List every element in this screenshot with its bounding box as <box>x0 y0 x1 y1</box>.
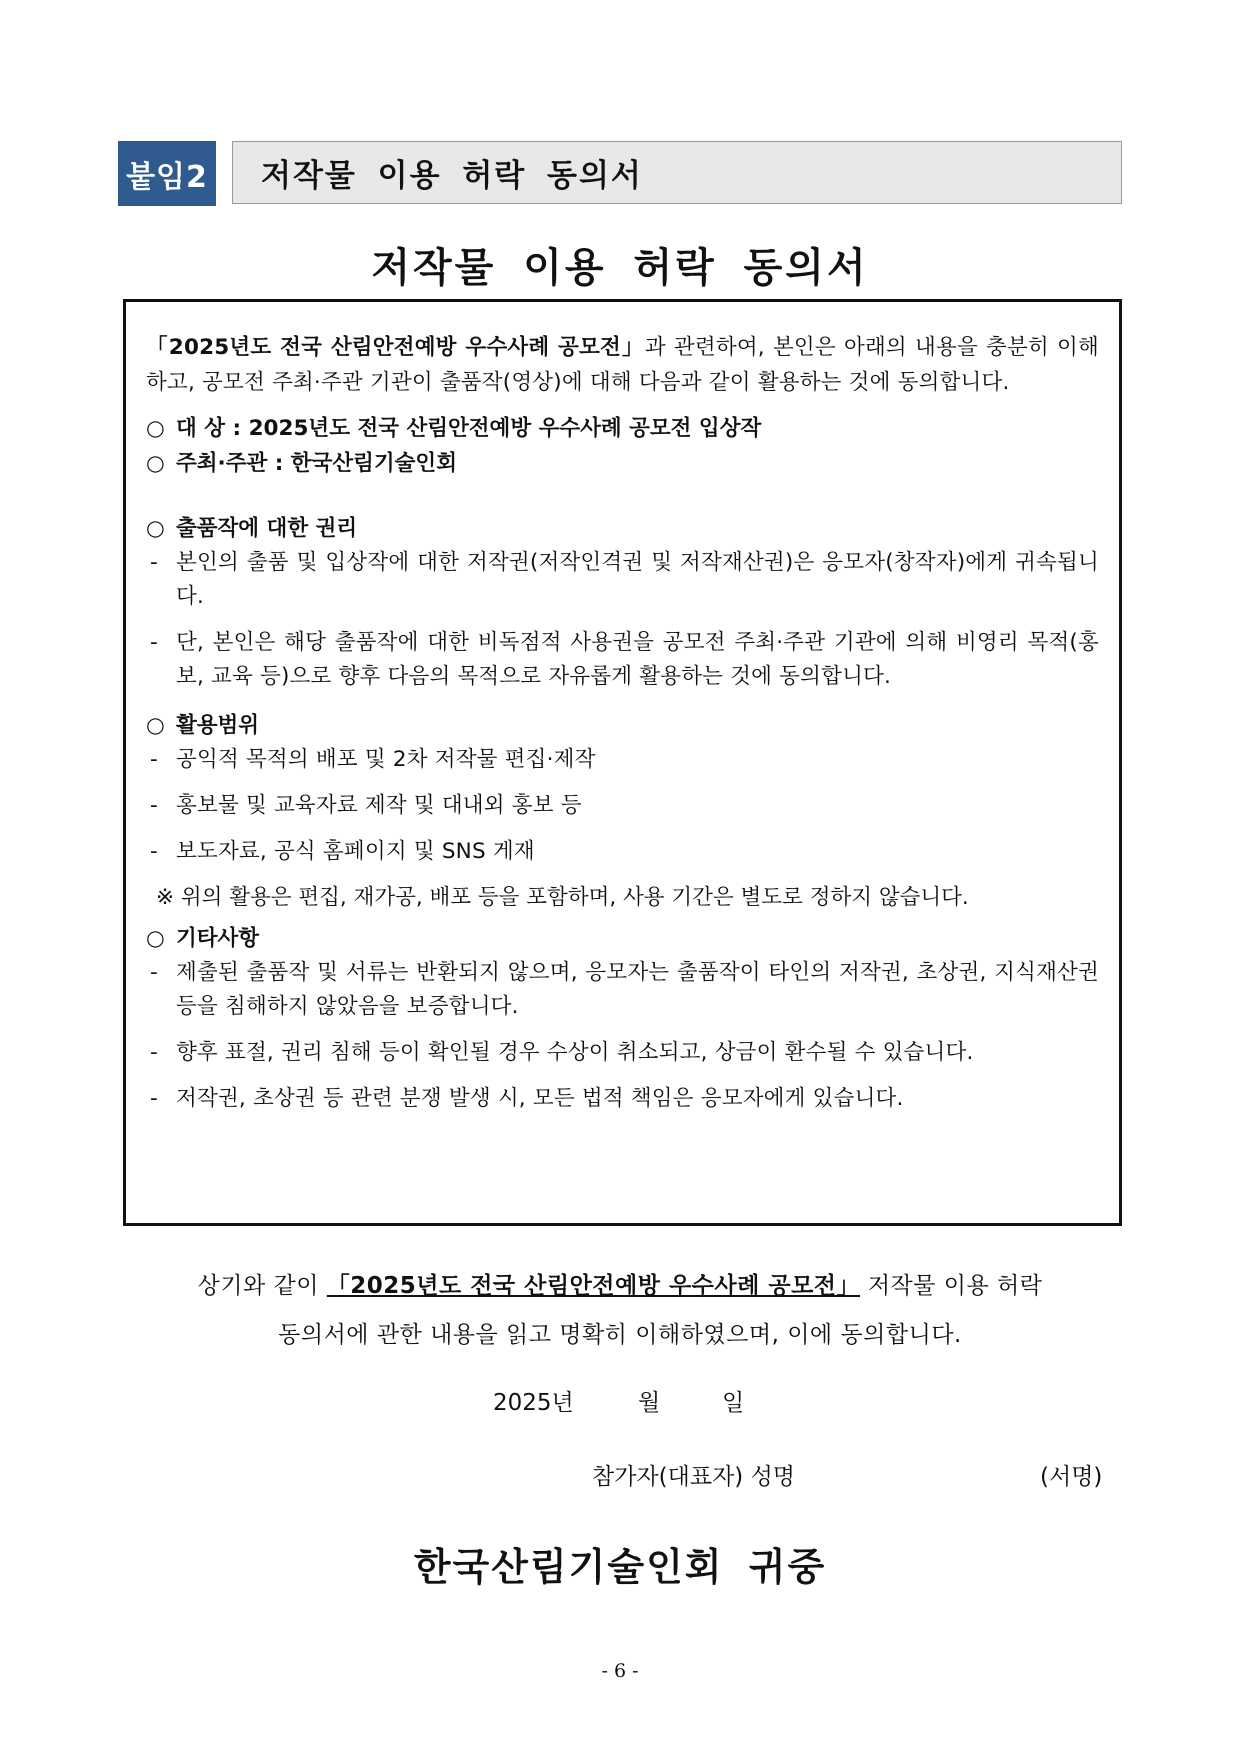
attachment-badge: 붙임2 <box>118 141 216 206</box>
agreement-statement <box>0 1262 1240 1360</box>
etc-item: - 향후 표절, 권리 침해 등이 확인될 경우 수상이 취소되고, 상금이 환수될 수 있습니다. <box>146 1036 1099 1070</box>
dash-bullet-icon: - <box>150 960 158 985</box>
section-title-scope: ○ 활용범위 <box>146 708 1099 743</box>
agreement-suffix: 저작물 이용 허락 <box>867 1273 1043 1299</box>
circle-bullet-icon: ○ <box>146 451 165 476</box>
rights-item: - 단, 본인은 해당 출품작에 대한 비독점적 사용권을 공모전 주최·주관 기관에 의해 비영리 목적(홍보, 교육 등)으로 향후 다음의 목적으로 자유롭게 활용하는 것에 동의합니다. <box>146 626 1099 694</box>
dash-bullet-icon: - <box>150 793 158 818</box>
agreement-contest-name: 「2025년도 전국 산림안전예방 우수사례 공모전」 <box>326 1273 860 1299</box>
section-title-rights: ○ 출품작에 대한 권리 <box>146 511 1099 546</box>
intro-contest-name: 「2025년도 전국 산림안전예방 우수사례 공모전」 <box>146 335 645 360</box>
scope-note: ※ 위의 활용은 편집, 재가공, 배포 등을 포함하며, 사용 기간은 별도로 정하지 않습니다. <box>156 885 969 910</box>
scope-item: - 공익적 목적의 배포 및 2차 저작물 편집·제작 <box>146 743 1099 777</box>
dash-bullet-icon: - <box>150 1086 158 1111</box>
date-year: 2025년 <box>493 1390 574 1416</box>
recipient-organization: 한국산림기술인회 귀중 <box>413 1545 827 1589</box>
target-line <box>146 411 1099 446</box>
dash-bullet-icon: - <box>150 839 158 864</box>
header-title: 저작물 이용 허락 동의서 <box>261 158 643 194</box>
dash-bullet-icon: - <box>150 747 158 772</box>
intro-text: 과 관련하여, 본인은 아래의 내용을 충분히 이해하고, 공모전 주최·주관 기관이 출품작(영상)에 대해 다음과 같이 활용하는 것에 동의합니다. <box>146 335 1099 395</box>
agreement-line2: 동의서에 관한 내용을 읽고 명확히 이해하였으며, 이에 동의합니다. <box>278 1322 962 1348</box>
target-text: 대 상 : 2025년도 전국 산림안전예방 우수사례 공모전 입상작 <box>176 416 762 441</box>
scope-item: - 홍보물 및 교육자료 제작 및 대내외 홍보 등 <box>146 789 1099 823</box>
rights-item: - 본인의 출품 및 입상작에 대한 저작권(저작인격권 및 저작재산권)은 응모자(창작자)에게 귀속됩니다. <box>146 546 1099 614</box>
agreement-prefix: 상기와 같이 <box>197 1273 327 1299</box>
etc-item: - 제출된 출품작 및 서류는 반환되지 않으며, 응모자는 출품작이 타인의 저작권, 초상권, 지식재산권 등을 침해하지 않았음을 보증합니다. <box>146 956 1099 1024</box>
document-title: 저작물 이용 허락 동의서 <box>371 245 869 291</box>
etc-item: - 저작권, 초상권 등 관련 분쟁 발생 시, 모든 법적 책임은 응모자에게 있습니다. <box>146 1082 1099 1116</box>
intro-paragraph <box>146 330 1099 400</box>
dash-bullet-icon: - <box>150 1040 158 1065</box>
scope-item: - 보도자료, 공식 홈페이지 및 SNS 게재 <box>146 835 1099 869</box>
circle-bullet-icon: ○ <box>146 713 165 738</box>
circle-bullet-icon: ○ <box>146 416 165 441</box>
dash-bullet-icon: - <box>150 630 158 655</box>
host-text: 주최·주관 : 한국산림기술인회 <box>176 451 457 476</box>
signature-field: (서명) <box>1040 1464 1103 1490</box>
host-line <box>146 446 1099 481</box>
date-month: 월 <box>638 1390 661 1416</box>
page-number: - 6 - <box>601 1660 639 1682</box>
section-title-etc: ○ 기타사항 <box>146 921 1099 956</box>
consent-terms-box <box>123 299 1122 1226</box>
header-title-bar <box>232 141 1122 204</box>
circle-bullet-icon: ○ <box>146 926 165 951</box>
signer-name-label: 참가자(대표자) 성명 <box>592 1464 796 1490</box>
dash-bullet-icon: - <box>150 550 158 575</box>
date-day: 일 <box>722 1390 745 1416</box>
circle-bullet-icon: ○ <box>146 516 165 541</box>
